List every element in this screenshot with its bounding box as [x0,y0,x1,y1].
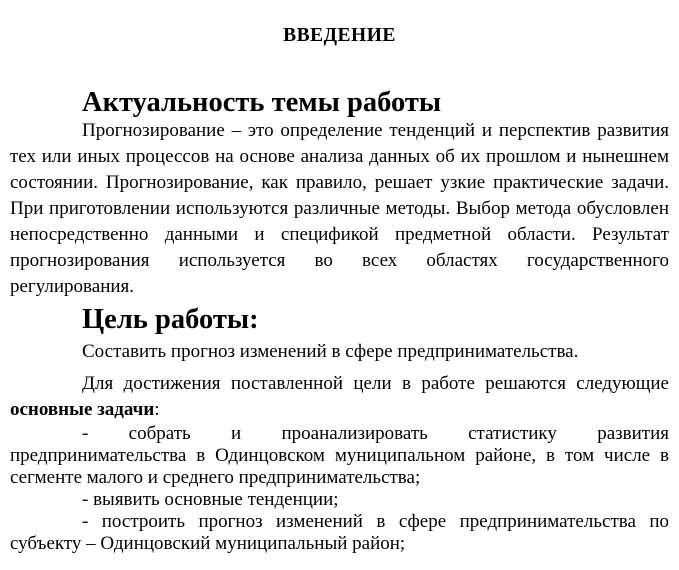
task-item-identify-trends: - выявить основные тенденции; [82,489,339,510]
intro-paragraph: Прогнозирование – это определение тенденций и перспектив развития тех или иных процессов на основе анализа данных об их прошлом и нынешнем состоянии. Прогнозирование, как правило, решает узкие практические задачи. При приготовлении используются различные методы. Выбор метода обусловлен непосредственно данными и спецификой предметной области. Результат прогнозирования используется во всех областях государственного регулирования. [10,120,669,297]
goal-heading: Цель работы: [82,304,259,335]
tasks-intro-paragraph [10,371,669,423]
tasks-intro-prefix: Для достижения поставленной цели в работе решаются следующие [82,373,669,394]
tasks-intro-bold-phrase: основные задачи [10,399,155,420]
goal-text: Составить прогноз изменений в сфере предпринимательства. [82,341,579,362]
tasks-intro-suffix: : [154,399,160,420]
task-item-build-forecast: - построить прогноз изменений в сфере предпринимательства по субъекту – Одинцовский муниципальный район; [10,511,669,554]
task-list [0,423,679,555]
relevance-heading: Актуальность темы работы [82,87,442,118]
task-item-collect-statistics: - собрать и проанализировать статистику развития предпринимательства в Одинцовском муниципальном районе, в том числе в сегменте малого и среднего предпринимательства; [10,423,669,488]
document-title: ВВЕДЕНИЕ [283,25,396,46]
